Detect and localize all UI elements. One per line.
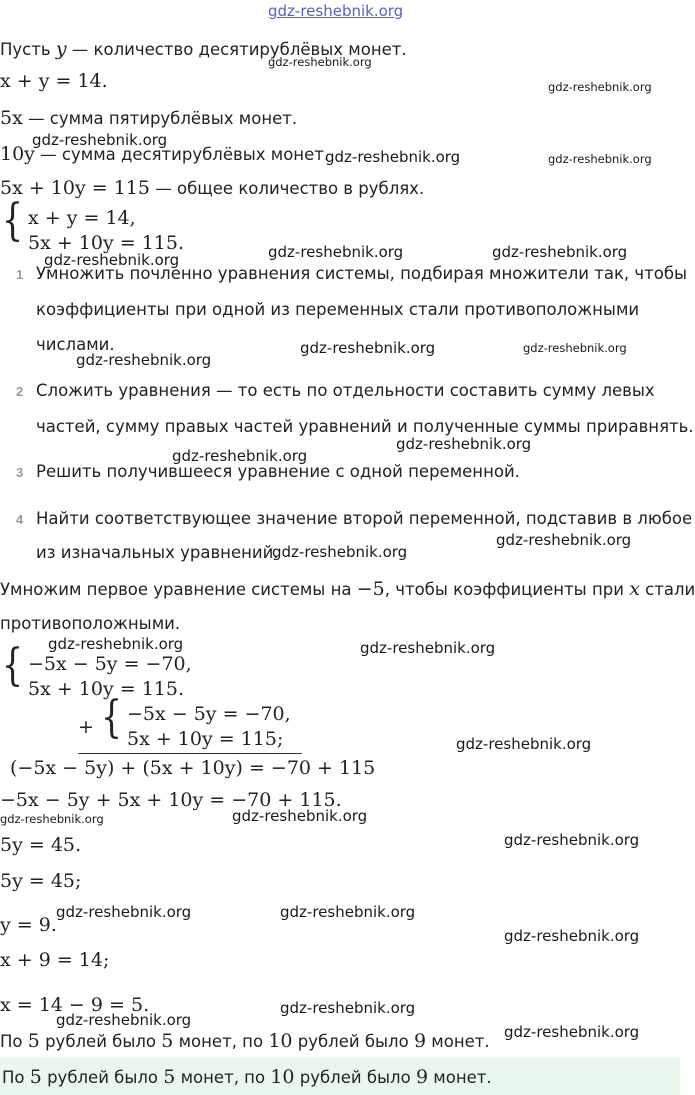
watermark: gdz-reshebnik.org: [280, 903, 416, 921]
watermark: gdz-reshebnik.org: [56, 1011, 192, 1029]
equation-sum-coins: x + y = 14.: [0, 70, 108, 92]
answer-text: [2, 1066, 492, 1088]
text: По: [0, 1032, 28, 1051]
system3-eq2: 5x + 10y = 115;: [127, 728, 284, 750]
watermark: gdz-reshebnik.org: [172, 447, 308, 465]
watermark: gdz-reshebnik.org: [325, 148, 461, 166]
text: По: [2, 1068, 30, 1087]
step-4-line-2: из изначальных уравнений.: [36, 543, 279, 562]
expr: 10y: [0, 143, 35, 165]
result-4: x + 9 = 14;: [0, 949, 110, 971]
watermark: gdz-reshebnik.org: [232, 807, 368, 825]
num: 5: [163, 1066, 176, 1088]
text: — сумма десятирублёвых монет.: [34, 145, 330, 164]
system1-eq1: x + y = 14,: [28, 207, 136, 229]
system2-eq1: −5x − 5y = −70,: [28, 653, 192, 675]
step-2-line-1: Сложить уравнения — то есть по отдельности составить сумму левых: [36, 381, 655, 400]
watermark: gdz-reshebnik.org: [272, 543, 408, 561]
expr: 5x + 10y = 115: [0, 177, 150, 199]
num: 10: [268, 1030, 293, 1052]
sum-equation: (−5x − 5y) + (5x + 10y) = −70 + 115: [10, 757, 376, 779]
text: Умножим первое уравнение системы на: [0, 580, 357, 599]
watermark: gdz-reshebnik.org: [268, 55, 372, 69]
text: — общее количество в рублях.: [149, 179, 425, 198]
watermark: gdz-reshebnik.org: [44, 251, 180, 269]
watermark: gdz-reshebnik.org: [396, 435, 532, 453]
num: 9: [415, 1066, 429, 1088]
text: , чтобы коэффициенты при: [384, 580, 630, 599]
total-line: [0, 177, 424, 199]
watermark: gdz-reshebnik.org: [32, 131, 168, 149]
result-2: 5y = 45;: [0, 870, 82, 892]
num: 5: [161, 1030, 174, 1052]
multiply-line-2: противоположными.: [0, 614, 181, 633]
watermark: gdz-reshebnik.org: [280, 999, 416, 1017]
text: стали: [639, 580, 695, 599]
factor: −5: [356, 578, 385, 600]
sum-underline: [78, 753, 302, 754]
text: рублей было: [41, 1068, 164, 1087]
step-2-line-2: частей, сумму правых частей уравнений и полученные суммы приравнять.: [36, 417, 694, 436]
watermark: gdz-reshebnik.org: [268, 243, 404, 261]
system3-eq1: −5x − 5y = −70,: [127, 703, 291, 725]
num: 5: [29, 1066, 42, 1088]
watermark: gdz-reshebnik.org: [76, 351, 212, 369]
step-number: 4: [16, 512, 24, 527]
watermark: gdz-reshebnik.org: [360, 639, 496, 657]
result-1: 5y = 45.: [0, 834, 82, 856]
text: — сумма пятирублёвых монет.: [22, 109, 298, 128]
watermark: gdz-reshebnik.org: [300, 339, 436, 357]
num: 9: [413, 1030, 427, 1052]
watermark: gdz-reshebnik.org: [496, 531, 632, 549]
text: монет.: [428, 1068, 492, 1087]
text: рублей было: [294, 1068, 416, 1087]
result-x: x = 14 − 9 = 5.: [0, 994, 150, 1016]
watermark: gdz-reshebnik.org: [456, 735, 592, 753]
watermark: gdz-reshebnik.org: [504, 831, 640, 849]
watermark: gdz-reshebnik.org: [56, 903, 192, 921]
text: — количество десятирублёвых монет.: [66, 40, 407, 59]
num: 10: [270, 1066, 295, 1088]
step-number: 2: [16, 384, 24, 399]
watermark: gdz-reshebnik.org: [504, 927, 640, 945]
watermark: gdz-reshebnik.org: [523, 341, 627, 355]
system2-eq2: 5x + 10y = 115.: [28, 678, 185, 700]
watermark: gdz-reshebnik.org: [492, 243, 628, 261]
text: монет, по: [175, 1068, 271, 1087]
watermark: gdz-reshebnik.org: [504, 1023, 640, 1041]
plus-sign: +: [78, 716, 94, 738]
conclusion-line: [0, 1030, 490, 1052]
watermark: gdz-reshebnik.org: [0, 812, 104, 826]
text: монет.: [426, 1032, 490, 1051]
text: рублей было: [292, 1032, 414, 1051]
expr: 5x: [0, 107, 23, 129]
step-number: 3: [16, 465, 24, 480]
watermark: gdz-reshebnik.org: [48, 635, 184, 653]
step-1-line-3: числами.: [36, 335, 115, 354]
text: монет, по: [173, 1032, 269, 1051]
watermark: gdz-reshebnik.org: [548, 152, 652, 166]
step-1-line-1: Умножить почленно уравнения системы, подбирая множители так, чтобы: [36, 264, 688, 283]
step-number: 1: [16, 267, 24, 282]
expanded-equation: −5x − 5y + 5x + 10y = −70 + 115.: [0, 789, 342, 811]
five-rub-line: [0, 107, 297, 129]
var-y: y: [55, 38, 67, 60]
system-brace: {: [2, 640, 23, 691]
system-brace: {: [2, 195, 23, 246]
watermark: gdz-reshebnik.org: [548, 80, 652, 94]
step-3-line-1: Решить получившееся уравнение с одной переменной.: [36, 462, 520, 481]
var-x: x: [629, 578, 640, 600]
result-y: y = 9.: [0, 914, 57, 936]
num: 5: [27, 1030, 40, 1052]
site-watermark-top[interactable]: gdz-reshebnik.org: [268, 2, 404, 20]
system-brace: {: [101, 692, 122, 743]
system1-eq2: 5x + 10y = 115.: [28, 232, 185, 254]
multiply-line: [0, 578, 695, 600]
text: Пусть: [0, 40, 56, 59]
step-1-line-2: коэффициенты при одной из переменных стали противоположными: [36, 300, 640, 319]
step-4-line-1: Найти соответствующее значение второй переменной, подставив в любое: [36, 509, 693, 528]
text: рублей было: [39, 1032, 162, 1051]
